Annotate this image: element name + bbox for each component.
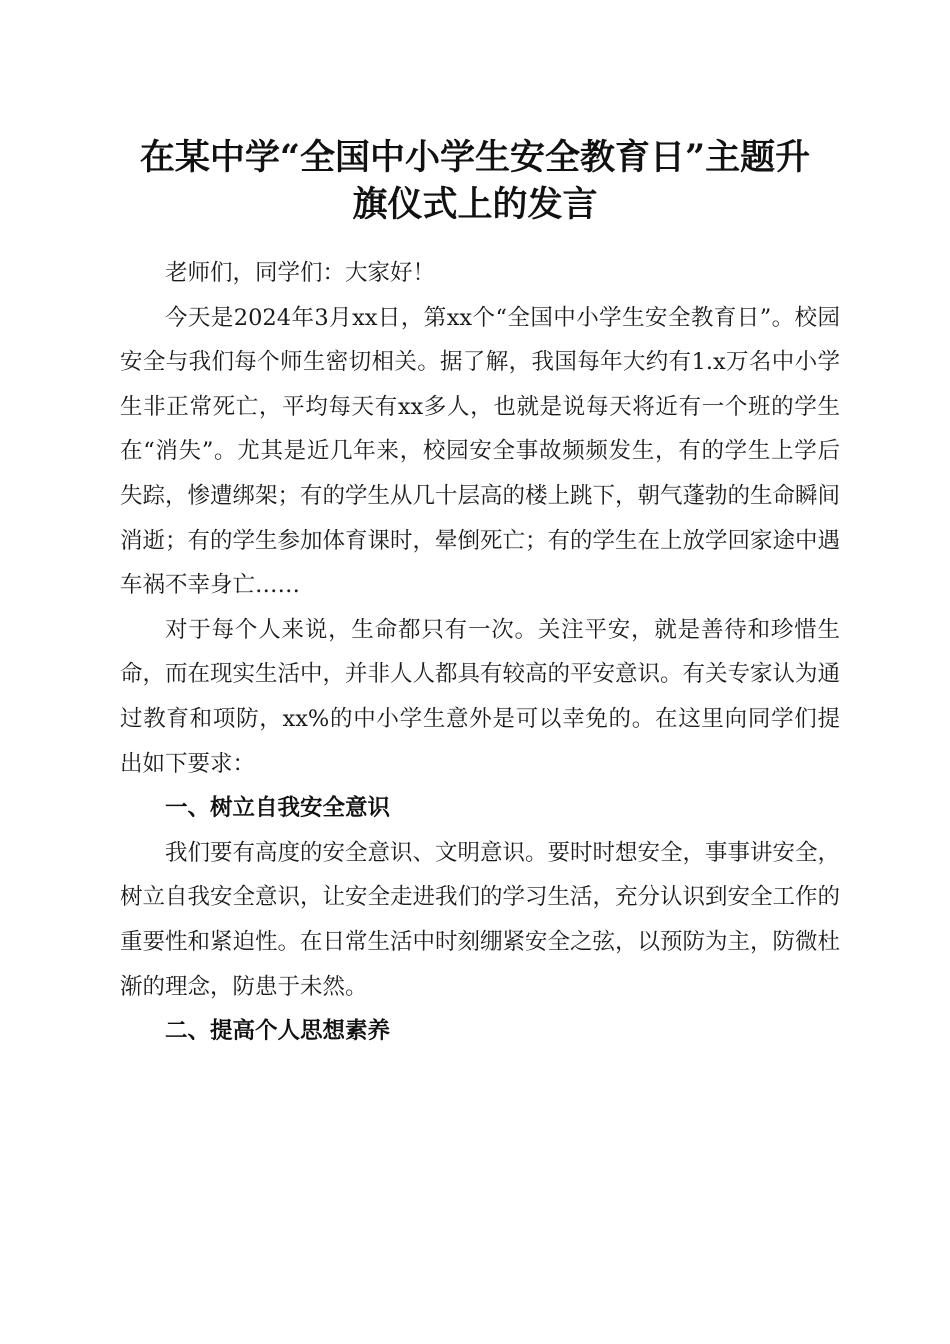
requirements-paragraph: 对于每个人来说，生命都只有一次。关注平安，就是善待和珍惜生命，而在现实生活中，并非人人都具有较高的平安意识。有关专家认为通过教育和项防，xx%的中小学生意外是可以幸免的。在这里向同学们提出如下要求：	[120, 616, 841, 777]
document-title-line-2: 旗仪式上的发言	[352, 184, 598, 225]
intro-paragraph: 今天是2024年3月xx日，第xx个“全国中小学生安全教育日”。校园安全与我们每个师生密切相关。据了解，我国每年大约有1.x万名中小学生非正常死亡，平均每天有xx多人，也就是说每天将近有一个班的学生在“消失”。尤其是近几年来，校园安全事故频频发生，有的学生上学后失踪，惨遭绑架；有的学生从几十层高的楼上跳下，朝气蓬勃的生命瞬间消逝；有的学生参加体育课时，晕倒死亡；有的学生在上放学回家途中遇车祸不幸身亡……	[120, 304, 841, 599]
section-2-heading: 二、提高个人思想素养	[165, 1018, 391, 1045]
greeting-paragraph: 老师们，同学们：大家好！	[165, 260, 436, 286]
section-1-paragraph: 我们要有高度的安全意识、文明意识。要时时想安全，事事讲安全，树立自我安全意识，让安全走进我们的学习生活，充分认识到安全工作的重要性和紧迫性。在日常生活中时刻绷紧安全之弦，以预防为主，防微杜渐的理念，防患于未然。	[120, 839, 841, 1000]
section-1-heading: 一、树立自我安全意识	[165, 795, 391, 822]
document-title-line-1: 在某中学“全国中小学生安全教育日”主题升	[139, 137, 811, 178]
document-body	[120, 251, 840, 1054]
